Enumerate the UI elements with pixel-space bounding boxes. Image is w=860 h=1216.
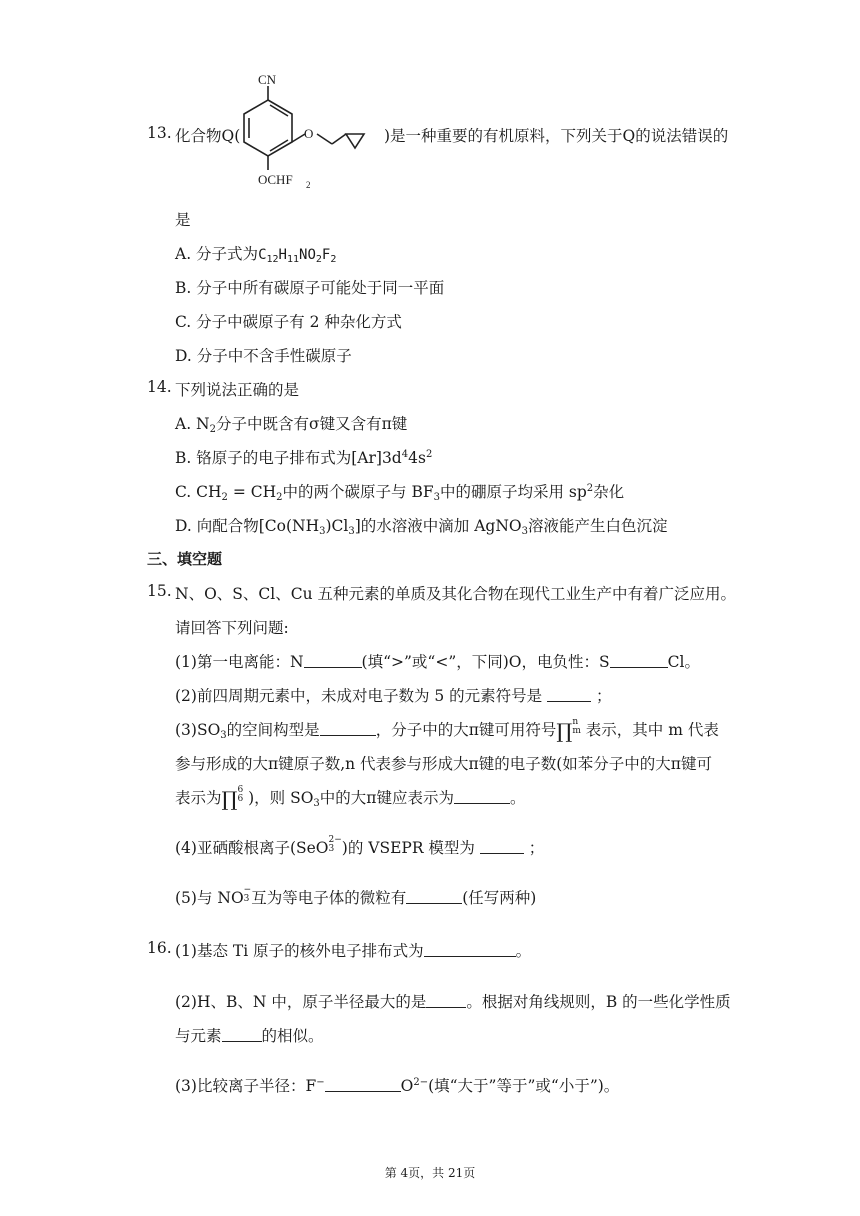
- blank: [325, 1077, 401, 1092]
- q16-part1: (1)基态 Ti 原子的核外电子排布式为 。: [175, 942, 532, 960]
- blank: [547, 687, 591, 702]
- q13-option-c: C. 分子中碳原子有 2 种杂化方式: [175, 313, 402, 331]
- ochf2-label: OCHF: [258, 172, 293, 187]
- blank: [426, 993, 466, 1008]
- q13-number: 13.: [147, 124, 172, 142]
- q14-option-a: A. $N_2$分子中既含有σ键又含有π键: [175, 415, 408, 435]
- blank: [406, 889, 462, 904]
- q16-number: 16.: [147, 939, 172, 957]
- q16-part2-line1: (2)H、B、N 中，原子半径最大的是 。根据对角线规则，B 的一些化学性质: [175, 993, 731, 1011]
- section-heading: 三、填空题: [147, 550, 223, 568]
- blank: [424, 942, 516, 957]
- q15-ask: 请回答下列问题:: [175, 619, 289, 637]
- q14-option-c: C. $CH_2 = CH_2$中的两个碳原子与 $BF_3$中的硼原子均采用 $sp^2$杂化: [175, 483, 625, 503]
- q13-option-d: D. 分子中不含手性碳原子: [175, 347, 352, 365]
- q15-part3-line3: 表示为∏6 6 )，则 $SO_3$中的大π键应表示为 。: [175, 785, 526, 811]
- q13-stem-post: )是一种重要的有机原料，下列关于Q的说法错误的: [384, 127, 729, 145]
- q15-part5: (5)与 NO− 3 互为等电子体的微粒有 (任写两种): [175, 885, 537, 907]
- q13-option-b: B. 分子中所有碳原子可能处于同一平面: [175, 279, 445, 297]
- cn-label: CN: [258, 72, 277, 87]
- q13-stem-cont: 是: [175, 211, 191, 229]
- q13-stem-pre: 化合物Q(: [175, 127, 241, 145]
- blank: [480, 839, 524, 854]
- q16-part2-line2: 与元素 的相似。: [175, 1027, 324, 1045]
- q15-number: 15.: [147, 582, 172, 600]
- q15-stem: N、O、S、Cl、Cu 五种元素的单质及其化合物在现代工业生产中有着广泛应用。: [175, 585, 736, 603]
- blank: [304, 653, 362, 668]
- svg-text:O: O: [304, 126, 314, 141]
- blank: [222, 1027, 262, 1042]
- q14-option-d: D. 向配合物$[Co(NH_3)Cl_3]$的水溶液中滴加 AgNO$_3$溶液能产生白色沉淀: [175, 517, 668, 537]
- q15-part3-line2: 参与形成的大π键原子数,n 代表参与形成大π键的电子数(如苯分子中的大π键可: [175, 755, 712, 773]
- product-symbol-icon: ∏: [221, 787, 238, 811]
- q13-option-a: A. 分子式为$C_{12}H_{11}NO_2F_2$: [175, 245, 337, 265]
- blank: [454, 789, 510, 804]
- compound-q-structure: [240, 72, 380, 192]
- q14-number: 14.: [147, 378, 172, 396]
- blank: [610, 653, 668, 668]
- q14-option-b: B. 铬原子的电子排布式为$[Ar]3d^44s^2$: [175, 449, 433, 467]
- q15-part2: (2)前四周期元素中，未成对电子数为 5 的元素符号是 ；: [175, 687, 612, 705]
- product-symbol-icon: ∏: [556, 719, 573, 743]
- ochf2-sub: 2: [306, 180, 311, 190]
- q15-part4: (4)亚硒酸根离子(SeO2− 3 )的 VSEPR 模型为 ；: [175, 835, 545, 857]
- blank: [320, 721, 376, 736]
- page-footer: 第 4页，共 21页: [384, 1166, 476, 1180]
- q14-stem: 下列说法正确的是: [175, 381, 300, 399]
- q15-part1: (1)第一电离能：N (填“>”或“<”，下同)O，电负性：S Cl。: [175, 653, 700, 671]
- q16-part3: (3)比较离子半径：F− $O^{2-}$(填“大于”等于”或“小于”)。: [175, 1077, 620, 1095]
- q15-part3-line1: $(3)SO_3$的空间构型是 ，分子中的大π键可用符号∏n m 表示，其中 m 代表: [175, 717, 719, 743]
